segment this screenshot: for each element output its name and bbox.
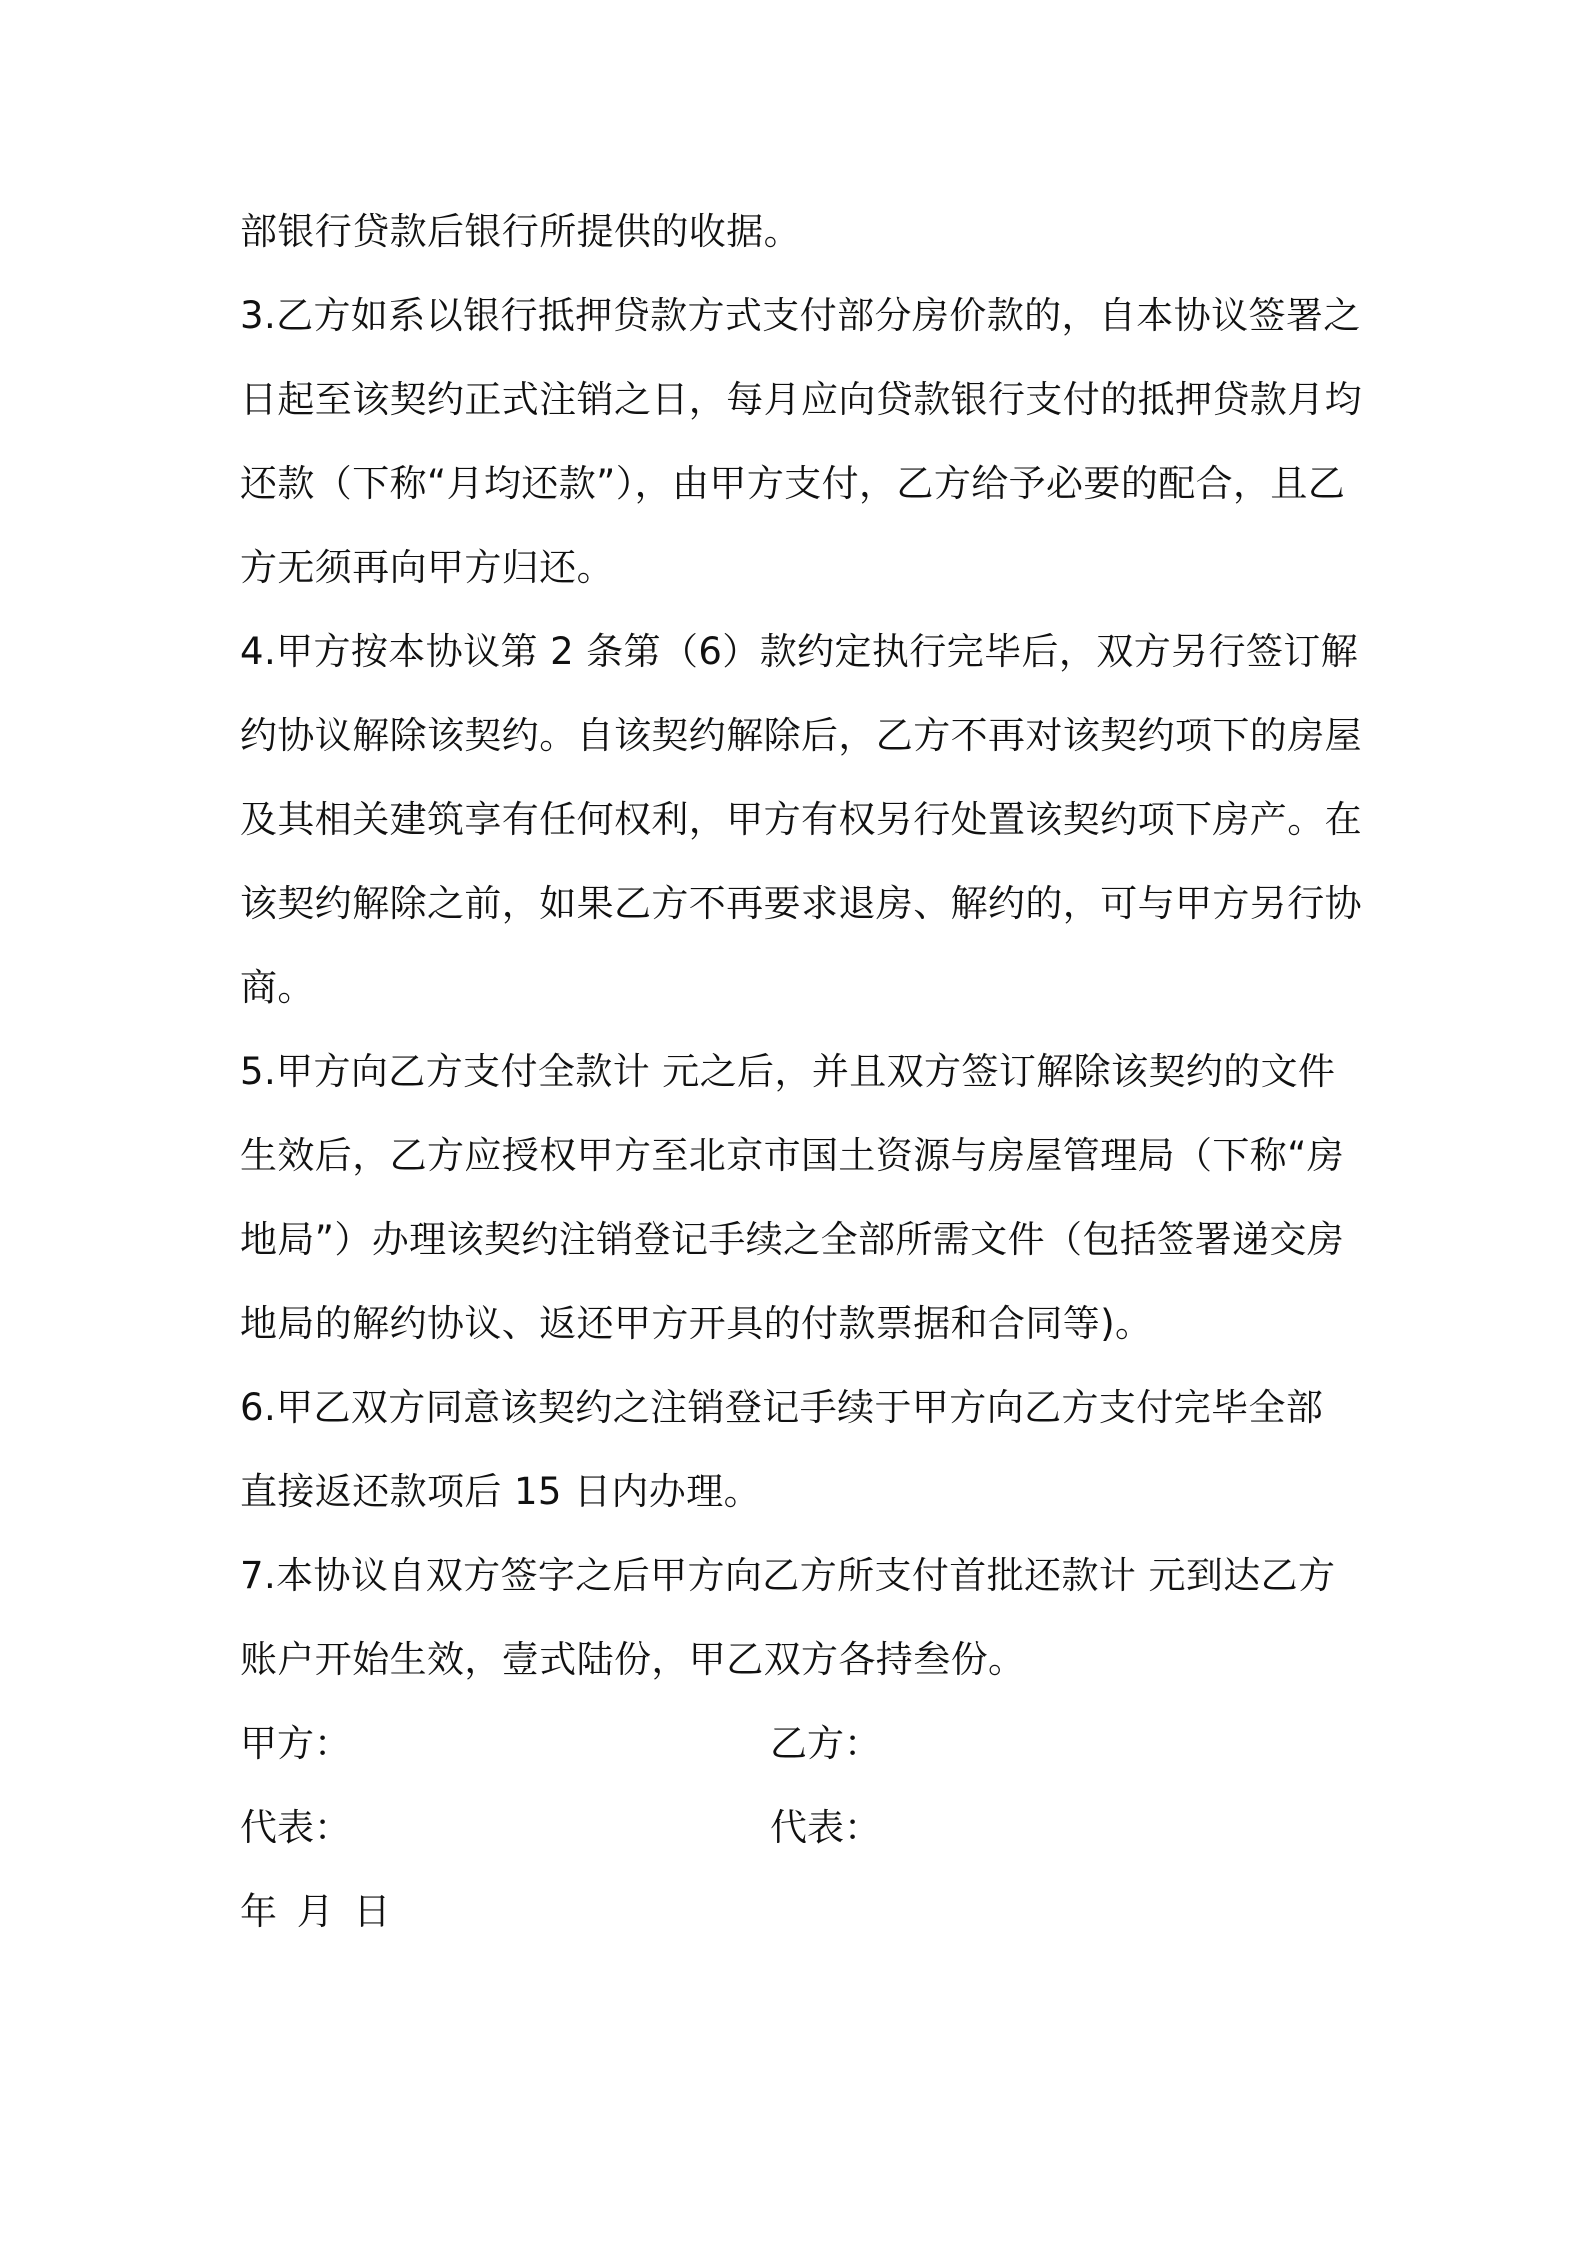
text-line: 5.甲方向乙方支付全款计 元之后，并且双方签订解除该契约的文件 [240,1050,1336,1093]
representative-a-label: 代表： [240,1806,351,1849]
text-line: 日起至该契约正式注销之日，每月应向贷款银行支付的抵押贷款月均 [240,378,1362,421]
signature-row-parties [240,1702,1365,1786]
party-a-label: 甲方： [240,1722,351,1765]
text-line: 地局的解约协议、返还甲方开具的付款票据和合同等)。 [240,1302,1153,1345]
text-line: 还款（下称“月均还款”），由甲方支付，乙方给予必要的配合，且乙 [240,462,1346,505]
text-line: 7.本协议自双方签字之后甲方向乙方所支付首批还款计 元到达乙方 [240,1554,1336,1597]
text-line: 4.甲方按本协议第 2 条第（6）款约定执行完毕后，双方另行签订解 [240,630,1359,673]
text-line: 直接返还款项后 15 日内办理。 [240,1470,762,1513]
text-line: 及其相关建筑享有任何权利，甲方有权另行处置该契约项下房产。在 [240,798,1362,841]
text-line: 商。 [240,966,315,1009]
text-line: 部银行贷款后银行所提供的收据。 [240,210,801,253]
text-line: 生效后，乙方应授权甲方至北京市国土资源与房屋管理局（下称“房 [240,1134,1345,1177]
text-line: 方无须再向甲方归还。 [240,546,614,589]
party-b-label: 乙方： [770,1722,881,1765]
date-line: 年 月 日 [240,1890,395,1933]
representative-b-label: 代表： [770,1806,881,1849]
text-line: 地局”）办理该契约注销登记手续之全部所需文件（包括签署递交房 [240,1218,1345,1261]
text-line: 6.甲乙双方同意该契约之注销登记手续于甲方向乙方支付完毕全部 [240,1386,1324,1429]
document-body [240,190,1365,1954]
text-line: 约协议解除该契约。自该契约解除后，乙方不再对该契约项下的房屋 [240,714,1362,757]
text-line: 3.乙方如系以银行抵押贷款方式支付部分房价款的，自本协议签署之 [240,294,1361,337]
signature-row-representatives [240,1786,1365,1870]
text-line: 账户开始生效，壹式陆份，甲乙双方各持叁份。 [240,1638,1026,1681]
text-line: 该契约解除之前，如果乙方不再要求退房、解约的，可与甲方另行协 [240,882,1362,925]
